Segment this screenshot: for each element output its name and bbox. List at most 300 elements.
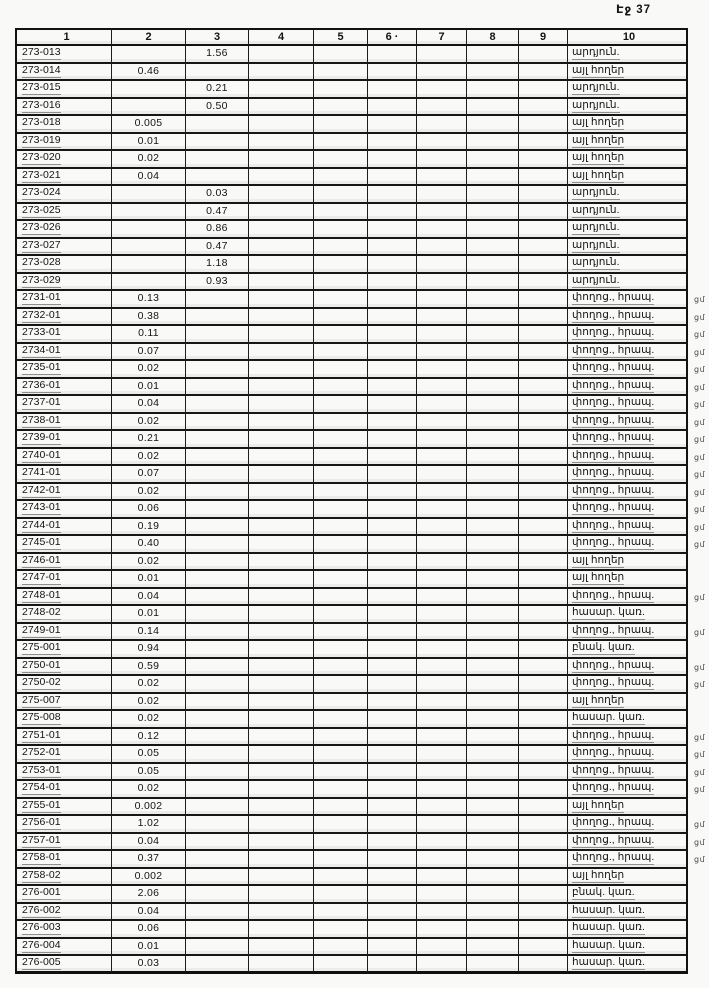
area-col3-cell [186, 379, 249, 397]
empty-cell-col9 [519, 956, 568, 974]
empty-cell-col4 [249, 134, 314, 152]
parcel-code-cell: 2749-01 [15, 624, 112, 642]
margin-gutter [688, 28, 709, 46]
table-row [15, 449, 709, 467]
margin-annotation: ցմ [694, 382, 706, 392]
area-col3-cell [186, 589, 249, 607]
table-row [15, 81, 709, 99]
empty-cell-col5 [314, 554, 368, 572]
empty-cell-col5 [314, 326, 368, 344]
area-col3-cell: 0.21 [186, 81, 249, 99]
empty-cell-col5 [314, 449, 368, 467]
margin-annotation [688, 904, 709, 922]
empty-cell-col4 [249, 746, 314, 764]
land-use-cell: այլ հողեր [568, 694, 688, 712]
parcel-code-cell: 2751-01 [15, 729, 112, 747]
empty-cell-col8 [467, 851, 519, 869]
land-use-cell: արդյուն. [568, 274, 688, 292]
parcel-code-cell: 2737-01 [15, 396, 112, 414]
empty-cell-col5 [314, 274, 368, 292]
area-col3-cell [186, 361, 249, 379]
area-col3-cell [186, 781, 249, 799]
empty-cell-col4 [249, 676, 314, 694]
land-use-cell: այլ հողեր [568, 116, 688, 134]
table-row [15, 116, 709, 134]
parcel-code-cell: 2740-01 [15, 449, 112, 467]
land-use-cell: փողոց., հրապ. [568, 501, 688, 519]
area-col2-cell [112, 204, 186, 222]
empty-cell-col9 [519, 536, 568, 554]
empty-cell-col8 [467, 641, 519, 659]
table-row [15, 589, 709, 607]
empty-cell-col8 [467, 676, 519, 694]
area-col2-cell [112, 274, 186, 292]
empty-cell-col5 [314, 711, 368, 729]
parcel-code-cell: 276-001 [15, 886, 112, 904]
parcel-code-cell: 273-018 [15, 116, 112, 134]
land-use-cell: այլ հողեր [568, 134, 688, 152]
empty-cell-col4 [249, 606, 314, 624]
parcel-code-cell: 273-014 [15, 64, 112, 82]
table-row [15, 326, 709, 344]
table-row [15, 239, 709, 257]
margin-annotation: ցմ [694, 837, 706, 847]
empty-cell-col9 [519, 816, 568, 834]
empty-cell-col4 [249, 309, 314, 327]
table-row [15, 396, 709, 414]
empty-cell-col4 [249, 659, 314, 677]
margin-annotation [688, 239, 709, 257]
area-col2-cell: 0.002 [112, 869, 186, 887]
empty-cell-col5 [314, 414, 368, 432]
empty-cell-col9 [519, 764, 568, 782]
empty-cell-col6 [368, 921, 417, 939]
land-use-cell: փողոց., հրապ. [568, 589, 688, 607]
empty-cell-col7 [417, 99, 467, 117]
area-col2-cell: 0.05 [112, 746, 186, 764]
area-col3-cell: 0.50 [186, 99, 249, 117]
empty-cell-col7 [417, 501, 467, 519]
land-use-cell: փողոց., հրապ. [568, 344, 688, 362]
margin-annotation [688, 186, 709, 204]
empty-cell-col4 [249, 711, 314, 729]
empty-cell-col4 [249, 344, 314, 362]
empty-cell-col8 [467, 501, 519, 519]
table-row [15, 816, 709, 834]
empty-cell-col5 [314, 939, 368, 957]
empty-cell-col7 [417, 46, 467, 64]
empty-cell-col5 [314, 816, 368, 834]
empty-cell-col8 [467, 956, 519, 974]
column-header-3: 3 [186, 28, 249, 46]
margin-annotation [688, 571, 709, 589]
empty-cell-col6 [368, 186, 417, 204]
empty-cell-col7 [417, 554, 467, 572]
parcel-code-cell: 275-001 [15, 641, 112, 659]
area-col2-cell: 0.11 [112, 326, 186, 344]
area-col2-cell: 0.02 [112, 484, 186, 502]
area-col2-cell: 0.38 [112, 309, 186, 327]
page-number-label: Էջ 37 [616, 4, 652, 16]
area-col2-cell [112, 239, 186, 257]
area-col2-cell: 0.21 [112, 431, 186, 449]
area-col3-cell: 0.93 [186, 274, 249, 292]
parcel-code-cell: 2742-01 [15, 484, 112, 502]
empty-cell-col9 [519, 729, 568, 747]
area-col2-cell: 0.05 [112, 764, 186, 782]
empty-cell-col7 [417, 134, 467, 152]
area-col3-cell: 0.47 [186, 239, 249, 257]
parcel-code-cell: 276-004 [15, 939, 112, 957]
table-row [15, 519, 709, 537]
empty-cell-col8 [467, 204, 519, 222]
empty-cell-col5 [314, 221, 368, 239]
area-col2-cell: 0.002 [112, 799, 186, 817]
empty-cell-col9 [519, 449, 568, 467]
area-col3-cell [186, 326, 249, 344]
empty-cell-col7 [417, 816, 467, 834]
land-use-cell: փողոց., հրապ. [568, 659, 688, 677]
area-col2-cell: 0.01 [112, 134, 186, 152]
empty-cell-col7 [417, 309, 467, 327]
margin-annotation [688, 256, 709, 274]
area-col2-cell [112, 186, 186, 204]
area-col3-cell [186, 151, 249, 169]
parcel-code-cell: 273-025 [15, 204, 112, 222]
empty-cell-col7 [417, 431, 467, 449]
empty-cell-col8 [467, 239, 519, 257]
table-row [15, 466, 709, 484]
empty-cell-col5 [314, 134, 368, 152]
empty-cell-col4 [249, 781, 314, 799]
empty-cell-col8 [467, 781, 519, 799]
empty-cell-col6 [368, 729, 417, 747]
area-col3-cell [186, 904, 249, 922]
empty-cell-col9 [519, 81, 568, 99]
table-row [15, 921, 709, 939]
area-col3-cell [186, 676, 249, 694]
land-use-cell: այլ հողեր [568, 799, 688, 817]
empty-cell-col6 [368, 274, 417, 292]
empty-cell-col9 [519, 379, 568, 397]
empty-cell-col6 [368, 326, 417, 344]
land-use-cell: փողոց., հրապ. [568, 449, 688, 467]
empty-cell-col5 [314, 571, 368, 589]
column-header-8: 8 [467, 28, 519, 46]
parcel-code-cell: 273-028 [15, 256, 112, 274]
empty-cell-col6 [368, 641, 417, 659]
empty-cell-col4 [249, 81, 314, 99]
area-col2-cell: 0.04 [112, 834, 186, 852]
land-use-cell: արդյուն. [568, 256, 688, 274]
margin-annotation: ցմ [694, 855, 706, 865]
margin-annotation [688, 606, 709, 624]
area-col2-cell: 0.40 [112, 536, 186, 554]
land-use-cell: արդյուն. [568, 221, 688, 239]
parcel-code-cell: 273-026 [15, 221, 112, 239]
area-col3-cell [186, 449, 249, 467]
empty-cell-col5 [314, 659, 368, 677]
parcel-code-cell: 276-005 [15, 956, 112, 974]
empty-cell-col7 [417, 711, 467, 729]
area-col2-cell: 0.13 [112, 291, 186, 309]
empty-cell-col7 [417, 519, 467, 537]
empty-cell-col6 [368, 869, 417, 887]
empty-cell-col8 [467, 624, 519, 642]
empty-cell-col9 [519, 361, 568, 379]
empty-cell-col6 [368, 939, 417, 957]
empty-cell-col7 [417, 186, 467, 204]
table-row [15, 869, 709, 887]
empty-cell-col7 [417, 274, 467, 292]
empty-cell-col4 [249, 536, 314, 554]
empty-cell-col4 [249, 571, 314, 589]
empty-cell-col6 [368, 834, 417, 852]
empty-cell-col9 [519, 396, 568, 414]
empty-cell-col9 [519, 676, 568, 694]
land-use-cell: փողոց., հրապ. [568, 834, 688, 852]
empty-cell-col4 [249, 169, 314, 187]
empty-cell-col7 [417, 396, 467, 414]
empty-cell-col7 [417, 799, 467, 817]
land-use-cell: փողոց., հրապ. [568, 379, 688, 397]
empty-cell-col7 [417, 414, 467, 432]
empty-cell-col6 [368, 414, 417, 432]
land-use-cell: փողոց., հրապ. [568, 729, 688, 747]
empty-cell-col5 [314, 81, 368, 99]
empty-cell-col5 [314, 886, 368, 904]
empty-cell-col8 [467, 274, 519, 292]
table-row [15, 694, 709, 712]
empty-cell-col6 [368, 99, 417, 117]
area-col3-cell [186, 624, 249, 642]
empty-cell-col9 [519, 501, 568, 519]
empty-cell-col6 [368, 484, 417, 502]
area-col2-cell: 0.02 [112, 781, 186, 799]
parcel-code-cell: 2738-01 [15, 414, 112, 432]
empty-cell-col8 [467, 554, 519, 572]
empty-cell-col7 [417, 851, 467, 869]
empty-cell-col8 [467, 816, 519, 834]
empty-cell-col4 [249, 641, 314, 659]
empty-cell-col5 [314, 536, 368, 554]
land-use-cell: փողոց., հրապ. [568, 781, 688, 799]
parcel-code-cell: 2756-01 [15, 816, 112, 834]
table-row [15, 939, 709, 957]
empty-cell-col7 [417, 64, 467, 82]
empty-cell-col8 [467, 466, 519, 484]
empty-cell-col9 [519, 186, 568, 204]
parcel-code-cell: 2744-01 [15, 519, 112, 537]
empty-cell-col9 [519, 309, 568, 327]
area-col3-cell [186, 851, 249, 869]
empty-cell-col4 [249, 274, 314, 292]
empty-cell-col8 [467, 659, 519, 677]
area-col3-cell [186, 939, 249, 957]
parcel-code-cell: 2741-01 [15, 466, 112, 484]
parcel-code-cell: 2754-01 [15, 781, 112, 799]
empty-cell-col8 [467, 536, 519, 554]
table-row [15, 221, 709, 239]
empty-cell-col8 [467, 606, 519, 624]
margin-annotation [688, 221, 709, 239]
margin-annotation [688, 116, 709, 134]
empty-cell-col5 [314, 764, 368, 782]
empty-cell-col6 [368, 64, 417, 82]
empty-cell-col9 [519, 221, 568, 239]
margin-annotation: ցմ [694, 627, 706, 637]
land-use-cell: հասար. կառ. [568, 921, 688, 939]
margin-annotation: ցմ [694, 662, 706, 672]
land-use-cell: արդյուն. [568, 186, 688, 204]
land-use-cell: փողոց., հրապ. [568, 466, 688, 484]
margin-annotation [688, 869, 709, 887]
empty-cell-col9 [519, 606, 568, 624]
area-col2-cell: 0.02 [112, 694, 186, 712]
area-col3-cell [186, 291, 249, 309]
area-col3-cell [186, 834, 249, 852]
empty-cell-col7 [417, 484, 467, 502]
empty-cell-col4 [249, 589, 314, 607]
empty-cell-col8 [467, 116, 519, 134]
empty-cell-col6 [368, 361, 417, 379]
empty-cell-col6 [368, 676, 417, 694]
area-col3-cell [186, 501, 249, 519]
empty-cell-col4 [249, 799, 314, 817]
empty-cell-col4 [249, 64, 314, 82]
area-col2-cell: 1.02 [112, 816, 186, 834]
empty-cell-col8 [467, 344, 519, 362]
area-col2-cell: 0.02 [112, 554, 186, 572]
empty-cell-col5 [314, 151, 368, 169]
area-col3-cell [186, 641, 249, 659]
area-col3-cell [186, 466, 249, 484]
empty-cell-col9 [519, 291, 568, 309]
area-col2-cell: 0.04 [112, 396, 186, 414]
margin-annotation [688, 886, 709, 904]
margin-annotation [688, 64, 709, 82]
empty-cell-col8 [467, 256, 519, 274]
empty-cell-col5 [314, 694, 368, 712]
margin-annotation: ցմ [694, 785, 706, 795]
area-col3-cell [186, 309, 249, 327]
land-use-cell: փողոց., հրապ. [568, 484, 688, 502]
empty-cell-col5 [314, 729, 368, 747]
parcel-code-cell: 2758-01 [15, 851, 112, 869]
empty-cell-col4 [249, 851, 314, 869]
area-col3-cell [186, 396, 249, 414]
empty-cell-col8 [467, 151, 519, 169]
margin-annotation: ցմ [694, 330, 706, 340]
area-col3-cell [186, 64, 249, 82]
empty-cell-col9 [519, 799, 568, 817]
empty-cell-col4 [249, 326, 314, 344]
empty-cell-col4 [249, 834, 314, 852]
margin-annotation: ցմ [694, 417, 706, 427]
margin-annotation: ցմ [694, 347, 706, 357]
area-col3-cell [186, 519, 249, 537]
table-row [15, 659, 709, 677]
area-col3-cell [186, 711, 249, 729]
empty-cell-col7 [417, 659, 467, 677]
empty-cell-col9 [519, 326, 568, 344]
margin-annotation [688, 694, 709, 712]
area-col3-cell [186, 344, 249, 362]
empty-cell-col5 [314, 64, 368, 82]
area-col2-cell [112, 99, 186, 117]
empty-cell-col5 [314, 344, 368, 362]
empty-cell-col7 [417, 676, 467, 694]
margin-annotation [688, 46, 709, 64]
parcel-code-cell: 273-013 [15, 46, 112, 64]
margin-annotation [688, 939, 709, 957]
table-row [15, 361, 709, 379]
empty-cell-col4 [249, 239, 314, 257]
empty-cell-col5 [314, 99, 368, 117]
parcel-code-cell: 273-016 [15, 99, 112, 117]
empty-cell-col7 [417, 344, 467, 362]
empty-cell-col9 [519, 554, 568, 572]
area-col2-cell: 0.02 [112, 414, 186, 432]
table-row [15, 309, 709, 327]
area-col2-cell: 0.01 [112, 379, 186, 397]
table-row [15, 676, 709, 694]
table-row [15, 641, 709, 659]
margin-annotation: ցմ [694, 592, 706, 602]
table-row [15, 851, 709, 869]
table-row [15, 151, 709, 169]
empty-cell-col7 [417, 256, 467, 274]
table-row [15, 781, 709, 799]
empty-cell-col8 [467, 886, 519, 904]
land-use-cell: այլ հողեր [568, 571, 688, 589]
land-use-cell: արդյուն. [568, 239, 688, 257]
land-use-cell: փողոց., հրապ. [568, 536, 688, 554]
empty-cell-col4 [249, 449, 314, 467]
empty-cell-col8 [467, 64, 519, 82]
margin-annotation [688, 134, 709, 152]
area-col2-cell: 0.46 [112, 64, 186, 82]
empty-cell-col5 [314, 466, 368, 484]
parcel-code-cell: 275-007 [15, 694, 112, 712]
area-col3-cell: 0.86 [186, 221, 249, 239]
empty-cell-col7 [417, 571, 467, 589]
table-row [15, 571, 709, 589]
empty-cell-col7 [417, 326, 467, 344]
area-col3-cell [186, 571, 249, 589]
table-row [15, 956, 709, 974]
table-row [15, 169, 709, 187]
land-use-cell: փողոց., հրապ. [568, 764, 688, 782]
empty-cell-col8 [467, 711, 519, 729]
area-col2-cell: 0.07 [112, 344, 186, 362]
land-use-cell: փողոց., հրապ. [568, 309, 688, 327]
table-row [15, 256, 709, 274]
land-use-cell: բնակ. կառ. [568, 886, 688, 904]
empty-cell-col9 [519, 466, 568, 484]
parcel-code-cell: 2745-01 [15, 536, 112, 554]
land-use-cell: արդյուն. [568, 99, 688, 117]
empty-cell-col7 [417, 536, 467, 554]
empty-cell-col8 [467, 169, 519, 187]
area-col3-cell [186, 116, 249, 134]
margin-annotation [688, 554, 709, 572]
area-col2-cell [112, 46, 186, 64]
area-col3-cell [186, 746, 249, 764]
area-col2-cell: 0.04 [112, 904, 186, 922]
empty-cell-col6 [368, 501, 417, 519]
empty-cell-col7 [417, 939, 467, 957]
